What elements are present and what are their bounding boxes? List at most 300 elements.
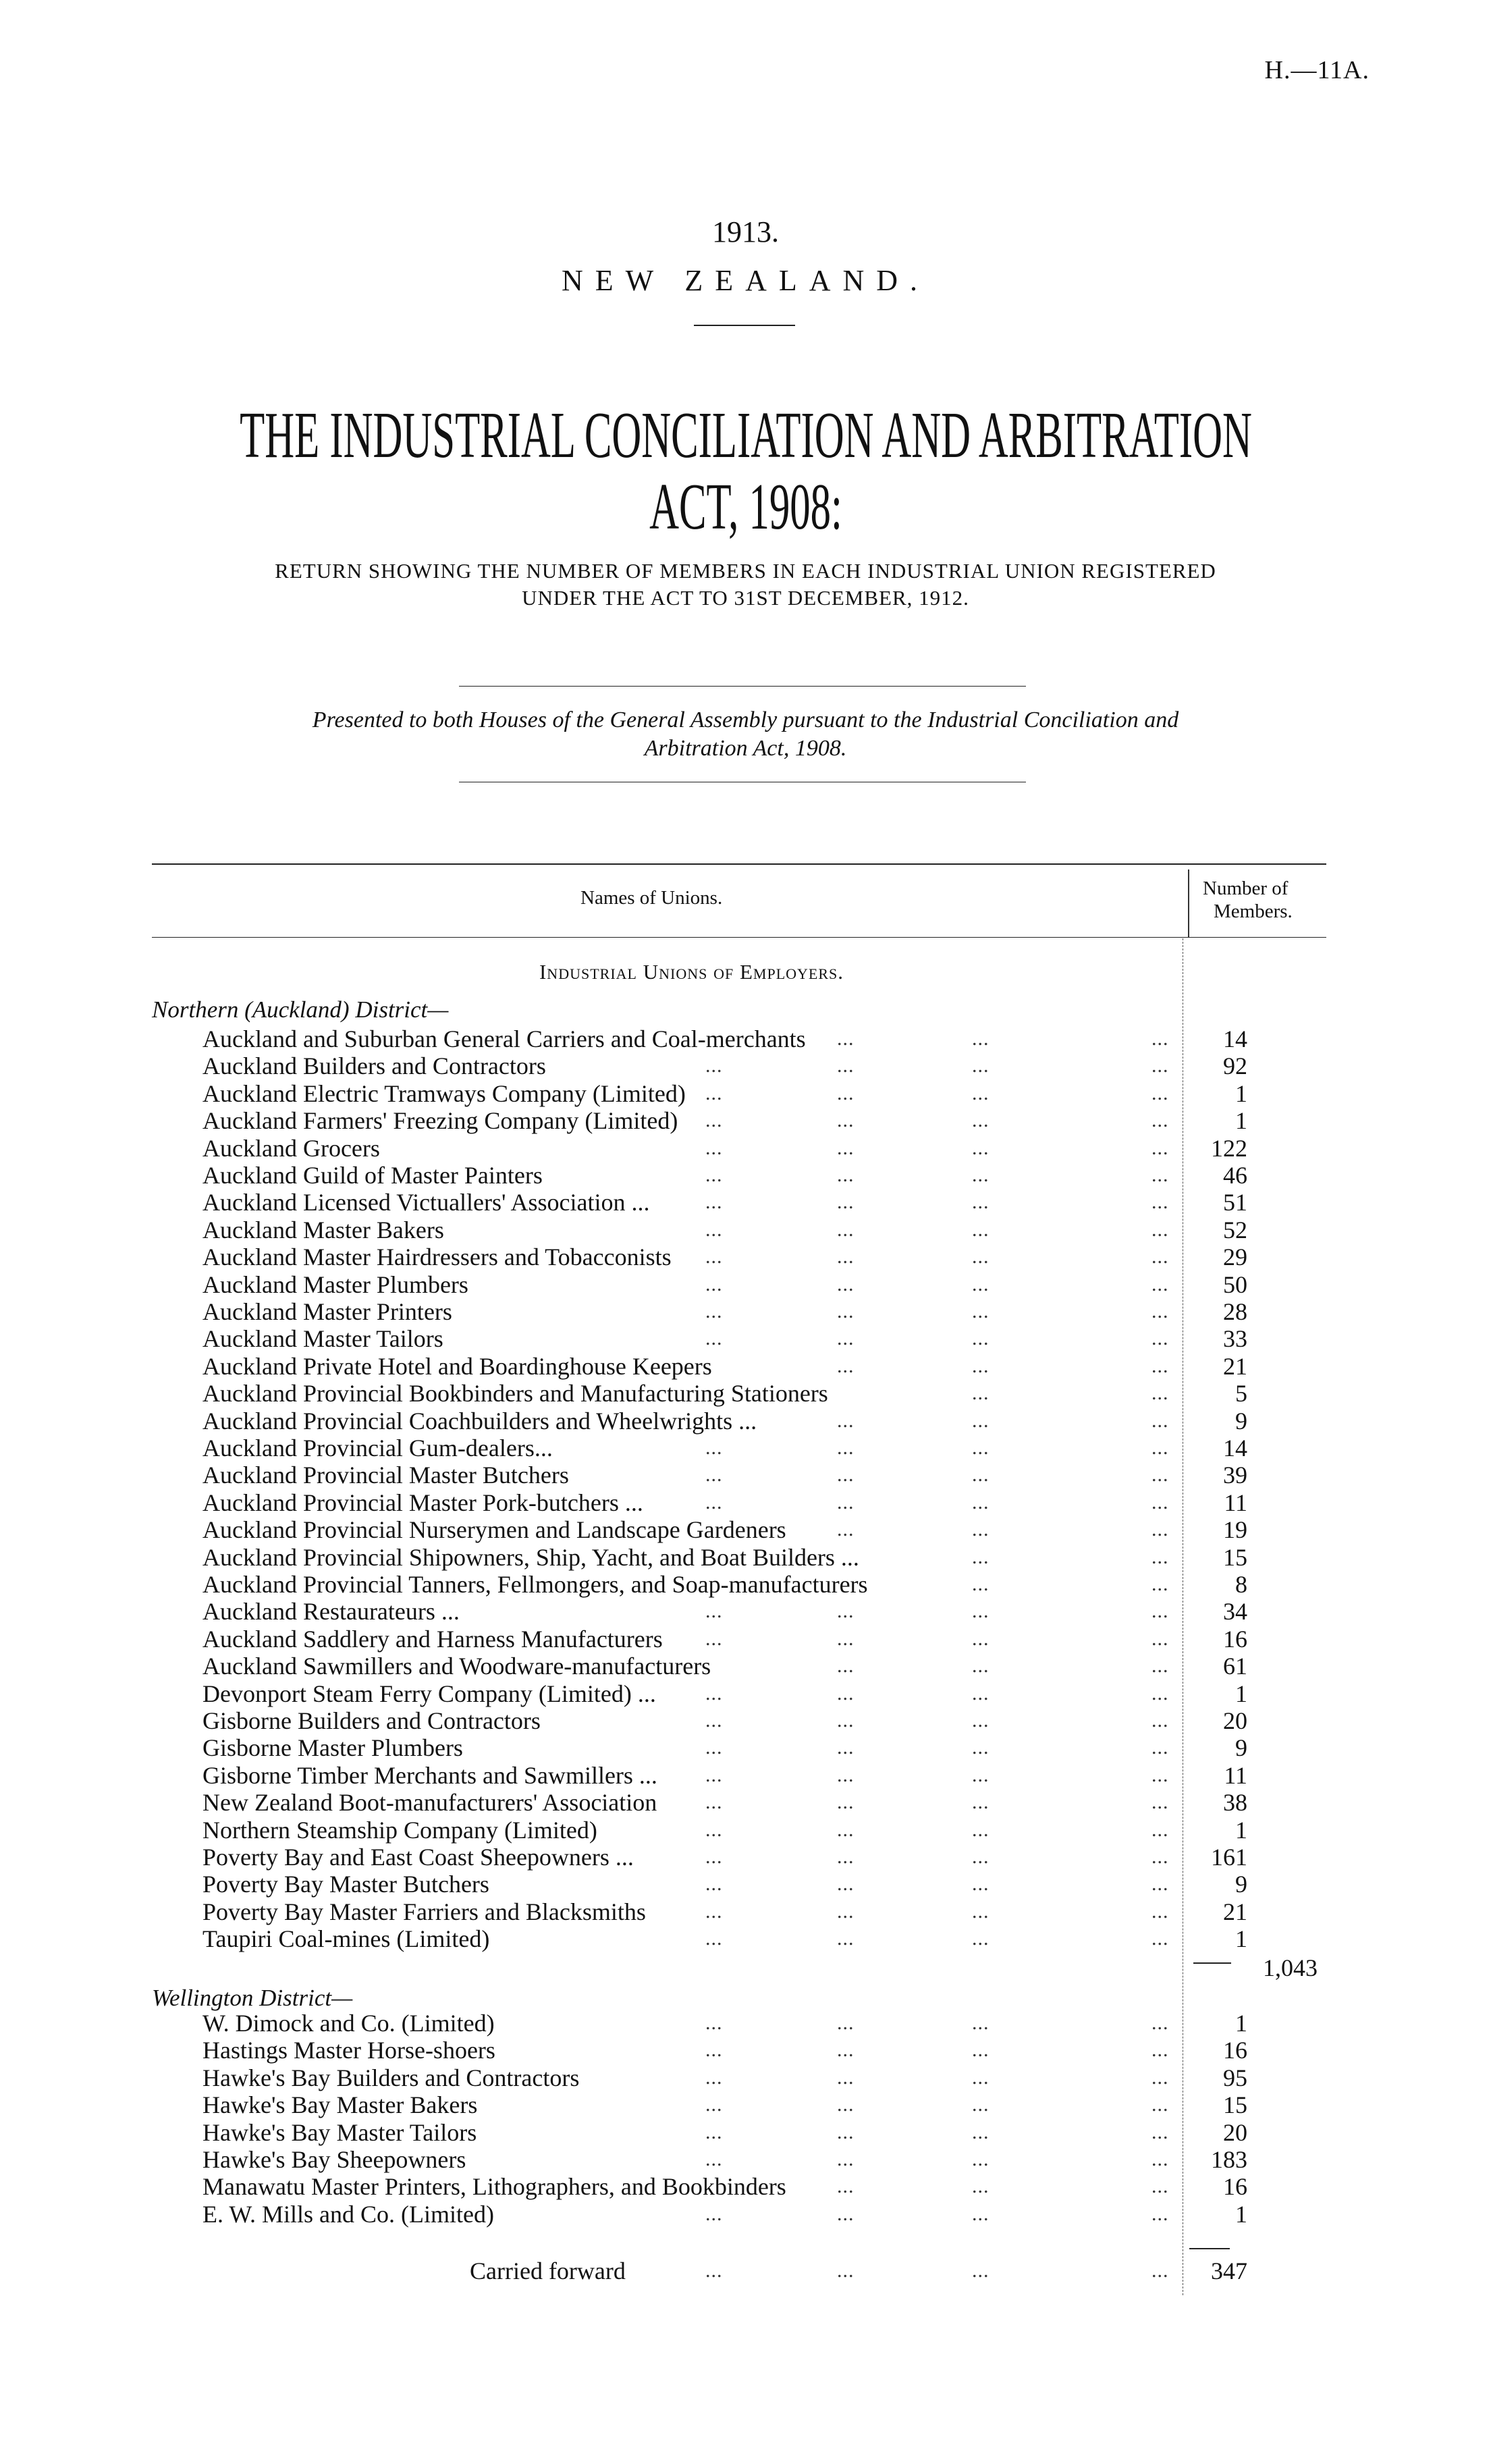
carried-forward-row	[0, 2257, 1491, 2284]
union-name: Poverty Bay Master Butchers	[202, 1871, 489, 1898]
leader-dots: ...	[972, 1300, 990, 1322]
leader-dots: ...	[837, 2175, 855, 2198]
union-name: Hawke's Bay Builders and Contractors	[202, 2064, 580, 2091]
leader-dots: ...	[1151, 1136, 1169, 1159]
member-count: 28	[1223, 1298, 1247, 1325]
leader-dots: ...	[837, 2012, 855, 2034]
leader-dots: ...	[972, 1464, 990, 1487]
leader-dots: ...	[1151, 2066, 1169, 2089]
table-row	[0, 1544, 1491, 1571]
member-count: 15	[1223, 1543, 1247, 1571]
year: 1913.	[712, 215, 779, 248]
district-heading: Northern (Auckland) District—	[152, 996, 449, 1023]
leader-dots: ...	[705, 2120, 723, 2143]
union-name: Auckland Provincial Coachbuilders and Wheelwrights ...	[202, 1407, 757, 1435]
union-name: Hawke's Bay Master Bakers	[202, 2091, 478, 2119]
leader-dots: ...	[705, 1273, 723, 1295]
leader-dots: ...	[972, 1164, 990, 1186]
leader-dots: ...	[972, 1927, 990, 1950]
table-row	[0, 1216, 1491, 1243]
union-name: Auckland Farmers' Freezing Company (Limited)	[202, 1107, 678, 1135]
leader-dots: ...	[837, 1409, 855, 1432]
leader-dots: ...	[705, 1246, 723, 1268]
leader-dots: ...	[837, 1437, 855, 1459]
union-name: Auckland Grocers	[202, 1134, 380, 1162]
leader-dots: ...	[1151, 1354, 1169, 1377]
leader-dots: ...	[1151, 1437, 1169, 1459]
leader-dots: ...	[1151, 1545, 1169, 1568]
union-name: Devonport Steam Ferry Company (Limited) ...	[202, 1680, 656, 1707]
member-count: 1	[1235, 1816, 1247, 1844]
union-name: Auckland Master Tailors	[202, 1325, 443, 1353]
leader-dots: ...	[705, 1763, 723, 1786]
member-count: 183	[1211, 2146, 1247, 2173]
table-row	[0, 1135, 1491, 1162]
leader-dots: ...	[837, 1791, 855, 1814]
union-name: Poverty Bay and East Coast Sheepowners ...	[202, 1844, 634, 1871]
member-count: 1	[1235, 2010, 1247, 2037]
leader-dots: ...	[1151, 2012, 1169, 2034]
leader-dots: ...	[837, 1027, 855, 1050]
table-row	[0, 2091, 1491, 2118]
table-row	[0, 1734, 1491, 1761]
country: NEW ZEALAND.	[561, 264, 930, 297]
leader-dots: ...	[837, 1873, 855, 1896]
member-count: 161	[1211, 1844, 1247, 1871]
union-name: Auckland Restaurateurs ...	[202, 1598, 460, 1626]
member-count: 9	[1235, 1734, 1247, 1762]
leader-dots: ...	[1151, 1791, 1169, 1814]
leader-dots: ...	[705, 2093, 723, 2116]
table-row	[0, 1325, 1491, 1352]
leader-dots: ...	[1151, 1191, 1169, 1214]
member-count: 1	[1235, 1680, 1247, 1707]
union-name: Auckland Private Hotel and Boardinghouse Keepers	[202, 1352, 712, 1380]
union-name: Hastings Master Horse-shoers	[202, 2037, 495, 2064]
leader-dots: ...	[705, 1627, 723, 1650]
leader-dots: ...	[972, 1191, 990, 1214]
leader-dots: ...	[837, 1900, 855, 1923]
member-count: 16	[1223, 1625, 1247, 1653]
member-count: 16	[1223, 2037, 1247, 2064]
table-row	[0, 1898, 1491, 1925]
subtotal-rule	[1193, 1962, 1231, 1964]
table-row	[0, 1844, 1491, 1871]
leader-dots: ...	[972, 1273, 990, 1295]
leader-dots: ...	[972, 1573, 990, 1595]
leader-dots: ...	[1151, 1573, 1169, 1595]
leader-dots: ...	[972, 2039, 990, 2062]
member-count: 1	[1235, 1925, 1247, 1953]
leader-dots: ...	[1151, 1164, 1169, 1186]
leader-dots: ...	[705, 2039, 723, 2062]
member-count: 122	[1211, 1134, 1247, 1162]
leader-dots: ...	[837, 1191, 855, 1214]
table-row	[0, 1680, 1491, 1707]
table-row	[0, 1189, 1491, 1216]
leader-dots: ...	[837, 2148, 855, 2170]
leader-dots: ...	[837, 1627, 855, 1650]
leader-dots: ...	[1151, 1682, 1169, 1705]
leader-dots: ...	[972, 1900, 990, 1923]
table-row	[0, 1598, 1491, 1625]
leader-dots: ...	[837, 1164, 855, 1186]
document-reference: H.—11A.	[1264, 56, 1370, 84]
union-name: Auckland Guild of Master Painters	[202, 1162, 543, 1189]
member-count: 1	[1235, 1079, 1247, 1107]
table-row	[0, 2146, 1491, 2173]
leader-dots: ...	[1151, 1627, 1169, 1650]
leader-dots: ...	[1151, 1081, 1169, 1104]
leader-dots: ...	[1151, 1763, 1169, 1786]
leader-dots: ...	[1151, 2202, 1169, 2225]
leader-dots: ...	[837, 2066, 855, 2089]
member-count: 61	[1223, 1653, 1247, 1680]
member-count: 52	[1223, 1216, 1247, 1243]
table-row	[0, 1871, 1491, 1898]
leader-dots: ...	[972, 2148, 990, 2170]
union-name: Gisborne Master Plumbers	[202, 1734, 463, 1762]
divider	[459, 686, 1026, 687]
member-count: 38	[1223, 1789, 1247, 1817]
leader-dots: ...	[972, 1627, 990, 1650]
member-count: 33	[1223, 1325, 1247, 1353]
union-name: Auckland Provincial Tanners, Fellmongers, and Soap-manufacturers	[202, 1571, 868, 1598]
union-name: Auckland Master Hairdressers and Tobacconists	[202, 1243, 672, 1271]
member-count: 19	[1223, 1516, 1247, 1544]
leader-dots: ...	[972, 1409, 990, 1432]
leader-dots: ...	[837, 2202, 855, 2225]
leader-dots: ...	[972, 1600, 990, 1623]
leader-dots: ...	[705, 1191, 723, 1214]
leader-dots: ...	[705, 1791, 723, 1814]
leader-dots: ...	[1151, 1846, 1169, 1868]
leader-dots: ...	[1151, 2093, 1169, 2116]
table-row	[0, 1489, 1491, 1516]
leader-dots: ...	[837, 2093, 855, 2116]
member-count: 5	[1235, 1380, 1247, 1408]
leader-dots: ...	[705, 1054, 723, 1077]
union-name: E. W. Mills and Co. (Limited)	[202, 2200, 494, 2228]
district-heading: Wellington District—	[152, 1985, 353, 2011]
leader-dots: ...	[837, 1054, 855, 1077]
leader-dots: ...	[972, 1818, 990, 1841]
leader-dots: ...	[972, 1382, 990, 1405]
table-row	[0, 1025, 1491, 1052]
total-rule	[1189, 2248, 1230, 2249]
leader-dots: ...	[972, 1709, 990, 1732]
leader-dots: ...	[837, 1846, 855, 1868]
leader-dots: ...	[1151, 2148, 1169, 2170]
table-row	[0, 1626, 1491, 1653]
union-name: W. Dimock and Co. (Limited)	[202, 2010, 495, 2037]
leader-dots: ...	[972, 2175, 990, 2198]
union-name: Auckland Master Printers	[202, 1298, 452, 1325]
leader-dots: ...	[837, 1354, 855, 1377]
member-count: 11	[1224, 1761, 1247, 1789]
table-row	[0, 1789, 1491, 1816]
table-row	[0, 1707, 1491, 1734]
table-row	[0, 1408, 1491, 1435]
table-row	[0, 1653, 1491, 1680]
leader-dots: ...	[705, 1164, 723, 1186]
table-row	[0, 1516, 1491, 1543]
leader-dots: ...	[1151, 1927, 1169, 1950]
leader-dots: ...	[1151, 1873, 1169, 1896]
table-row	[0, 2173, 1491, 2200]
leader-dots: ...	[1151, 1409, 1169, 1432]
leader-dots: ...	[705, 1491, 723, 1514]
leader-dots: ...	[837, 2039, 855, 2062]
table-row	[0, 1817, 1491, 1844]
union-name: Auckland Provincial Gum-dealers...	[202, 1435, 553, 1462]
leader-dots: ...	[705, 1136, 723, 1159]
union-name: Auckland Provincial Bookbinders and Manufacturing Stationers	[202, 1380, 828, 1408]
member-count: 9	[1235, 1871, 1247, 1898]
leader-dots: ...	[705, 1600, 723, 1623]
leader-dots: ...	[972, 1736, 990, 1759]
leader-dots: ...	[705, 2012, 723, 2034]
leader-dots: ...	[1151, 1600, 1169, 1623]
union-name: Auckland Builders and Contractors	[202, 1052, 546, 1080]
table-row	[0, 1298, 1491, 1325]
table-row	[0, 2201, 1491, 2228]
member-count: 20	[1223, 2118, 1247, 2146]
table-row	[0, 1462, 1491, 1489]
leader-dots: ...	[705, 1900, 723, 1923]
leader-dots: ...	[1151, 1655, 1169, 1678]
leader-dots: ...	[1151, 1818, 1169, 1841]
column-header-members-1: Number of	[1203, 878, 1289, 899]
district-subtotal: 1,043	[1263, 1954, 1318, 1981]
union-name: Gisborne Builders and Contractors	[202, 1707, 541, 1734]
act-title-line1-text: THE INDUSTRIAL CONCILIATION AND ARBITRATION	[239, 399, 1252, 472]
leader-dots: ...	[705, 1464, 723, 1487]
member-count: 29	[1223, 1243, 1247, 1271]
leader-dots: ...	[972, 1054, 990, 1077]
member-count: 14	[1223, 1025, 1247, 1052]
union-name: Gisborne Timber Merchants and Sawmillers ...	[202, 1761, 657, 1789]
union-name: Auckland Electric Tramways Company (Limited)	[202, 1079, 686, 1107]
leader-dots: ...	[972, 1518, 990, 1541]
union-name: Auckland Provincial Nurserymen and Landscape Gardeners	[202, 1516, 786, 1544]
leader-dots: ...	[705, 1709, 723, 1732]
leader-dots: ...	[837, 1491, 855, 1514]
leader-dots: ...	[1151, 1736, 1169, 1759]
member-count: 51	[1223, 1189, 1247, 1216]
union-name: Auckland Provincial Master Pork-butchers ...	[202, 1489, 643, 1516]
leader-dots: ...	[972, 2066, 990, 2089]
act-title-line1	[0, 399, 1491, 472]
table-row	[0, 1435, 1491, 1462]
table-row	[0, 1571, 1491, 1598]
divider	[694, 325, 795, 326]
leader-dots: ...	[972, 2012, 990, 2034]
leader-dots: ...	[705, 1682, 723, 1705]
leader-dots: ...	[705, 2066, 723, 2089]
leader-dots: ...	[972, 1873, 990, 1896]
leader-dots: ...	[972, 2093, 990, 2116]
union-name: Auckland Provincial Shipowners, Ship, Yacht, and Boat Builders ...	[202, 1543, 859, 1571]
presented-line1: Presented to both Houses of the General Assembly pursuant to the Industrial Conciliation and	[312, 707, 1179, 732]
leader-dots: ...	[1151, 1246, 1169, 1268]
act-title-line2	[0, 471, 1491, 543]
leader-dots: ...	[837, 1273, 855, 1295]
leader-dots: ...	[972, 2120, 990, 2143]
leader-dots: ...	[837, 1327, 855, 1350]
leader-dots: ...	[972, 1246, 990, 1268]
member-count: 50	[1223, 1270, 1247, 1298]
leader-dots: ...	[837, 1927, 855, 1950]
leader-dots: ...	[1151, 1273, 1169, 1295]
member-count: 15	[1223, 2091, 1247, 2119]
leader-dots: ...	[1151, 1709, 1169, 1732]
member-count: 1	[1235, 2200, 1247, 2228]
leader-dots: ...	[837, 1682, 855, 1705]
leader-dots: ...	[1151, 2120, 1169, 2143]
leader-dots: ...	[705, 1927, 723, 1950]
table-row	[0, 2037, 1491, 2064]
leader-dots: ...	[1151, 1109, 1169, 1132]
table-row	[0, 1380, 1491, 1407]
member-count: 92	[1223, 1052, 1247, 1080]
union-name: New Zealand Boot-manufacturers' Association	[202, 1789, 657, 1817]
union-name: Auckland Master Bakers	[202, 1216, 444, 1243]
member-count: 39	[1223, 1462, 1247, 1489]
leader-dots: ...	[1151, 1327, 1169, 1350]
union-name: Auckland Master Plumbers	[202, 1270, 468, 1298]
leader-dots: ...	[837, 1218, 855, 1241]
leader-dots: ...	[972, 1545, 990, 1568]
member-count: 1	[1235, 1107, 1247, 1135]
leader-dots: ...	[705, 1818, 723, 1841]
leader-dots: ...	[972, 1027, 990, 1050]
leader-dots: ...	[837, 1709, 855, 1732]
leader-dots: ...	[1151, 1300, 1169, 1322]
leader-dots: ...	[705, 2202, 723, 2225]
leader-dots: ...	[972, 1081, 990, 1104]
union-name: Hawke's Bay Sheepowners	[202, 2146, 466, 2173]
table-top-rule	[152, 863, 1326, 865]
leader-dots: ...	[972, 1682, 990, 1705]
table-row	[0, 1052, 1491, 1079]
leader-dots: ...	[972, 1354, 990, 1377]
leader-dots: ...	[972, 1437, 990, 1459]
leader-dots: ...	[837, 1464, 855, 1487]
leader-dots: ...	[705, 1846, 723, 1868]
member-count: 11	[1224, 1489, 1247, 1516]
leader-dots: ...	[705, 1873, 723, 1896]
leader-dots: ...	[705, 1736, 723, 1759]
union-name: Poverty Bay Master Farriers and Blacksmiths	[202, 1898, 646, 1925]
leader-dots: ...	[972, 1791, 990, 1814]
union-name: Manawatu Master Printers, Lithographers, and Bookbinders	[202, 2173, 786, 2201]
leader-dots: ...	[837, 2259, 855, 2282]
leader-dots: ...	[705, 2148, 723, 2170]
leader-dots: ...	[972, 1763, 990, 1786]
member-count: 95	[1223, 2064, 1247, 2091]
leader-dots: ...	[837, 1655, 855, 1678]
column-header-names: Names of Unions.	[580, 887, 723, 909]
member-count: 46	[1223, 1162, 1247, 1189]
return-description-line2: UNDER THE ACT TO 31ST DECEMBER, 1912.	[522, 586, 969, 610]
union-name: Northern Steamship Company (Limited)	[202, 1816, 597, 1844]
member-count: 9	[1235, 1407, 1247, 1435]
leader-dots: ...	[972, 1218, 990, 1241]
leader-dots: ...	[972, 1655, 990, 1678]
leader-dots: ...	[837, 1600, 855, 1623]
leader-dots: ...	[972, 1109, 990, 1132]
leader-dots: ...	[705, 1081, 723, 1104]
leader-dots: ...	[1151, 2039, 1169, 2062]
section-heading: Industrial Unions of Employers.	[539, 960, 844, 984]
member-count: 8	[1235, 1571, 1247, 1598]
union-name: Auckland and Suburban General Carriers and Coal-merchants	[202, 1025, 806, 1052]
leader-dots: ...	[972, 1327, 990, 1350]
leader-dots: ...	[1151, 1518, 1169, 1541]
leader-dots: ...	[837, 1136, 855, 1159]
leader-dots: ...	[837, 1763, 855, 1786]
leader-dots: ...	[1151, 1900, 1169, 1923]
union-name: Auckland Provincial Master Butchers	[202, 1462, 569, 1489]
member-count: 21	[1223, 1898, 1247, 1925]
table-row	[0, 1243, 1491, 1270]
union-name: Auckland Saddlery and Harness Manufacturers	[202, 1625, 663, 1653]
table-row	[0, 1353, 1491, 1380]
leader-dots: ...	[1151, 1027, 1169, 1050]
leader-dots: ...	[1151, 2175, 1169, 2198]
return-description-line1: RETURN SHOWING THE NUMBER OF MEMBERS IN EACH INDUSTRIAL UNION REGISTERED	[275, 559, 1216, 583]
leader-dots: ...	[972, 1491, 990, 1514]
leader-dots: ...	[1151, 1054, 1169, 1077]
carried-forward-value: 347	[1211, 2257, 1247, 2284]
member-count: 16	[1223, 2173, 1247, 2201]
leader-dots: ...	[837, 1818, 855, 1841]
leader-dots: ...	[705, 1300, 723, 1322]
table-row	[0, 1925, 1491, 1952]
header-bottom-rule	[152, 937, 1326, 938]
leader-dots: ...	[705, 1218, 723, 1241]
leader-dots: ...	[705, 1437, 723, 1459]
member-count: 14	[1223, 1435, 1247, 1462]
leader-dots: ...	[837, 1300, 855, 1322]
table-row	[0, 1107, 1491, 1134]
leader-dots: ...	[1151, 1464, 1169, 1487]
table-row	[0, 1080, 1491, 1107]
leader-dots: ...	[837, 1246, 855, 1268]
union-name: Auckland Sawmillers and Woodware-manufacturers	[202, 1653, 711, 1680]
leader-dots: ...	[705, 1327, 723, 1350]
leader-dots: ...	[837, 1109, 855, 1132]
table-row	[0, 2010, 1491, 2037]
table-row	[0, 2064, 1491, 2091]
carried-forward-label: Carried forward	[470, 2257, 626, 2284]
column-divider	[1188, 869, 1189, 937]
leader-dots: ...	[705, 1109, 723, 1132]
union-name: Taupiri Coal-mines (Limited)	[202, 1925, 490, 1953]
member-count: 20	[1223, 1707, 1247, 1734]
member-count: 34	[1223, 1598, 1247, 1626]
column-header-members-2: Members.	[1214, 901, 1293, 922]
member-count: 21	[1223, 1352, 1247, 1380]
leader-dots: ...	[972, 1136, 990, 1159]
table-row	[0, 1762, 1491, 1789]
leader-dots: ...	[1151, 1491, 1169, 1514]
leader-dots: ...	[837, 1518, 855, 1541]
act-title-line2-text: ACT, 1908:	[649, 471, 842, 543]
leader-dots: ...	[1151, 1218, 1169, 1241]
table-row	[0, 1162, 1491, 1189]
